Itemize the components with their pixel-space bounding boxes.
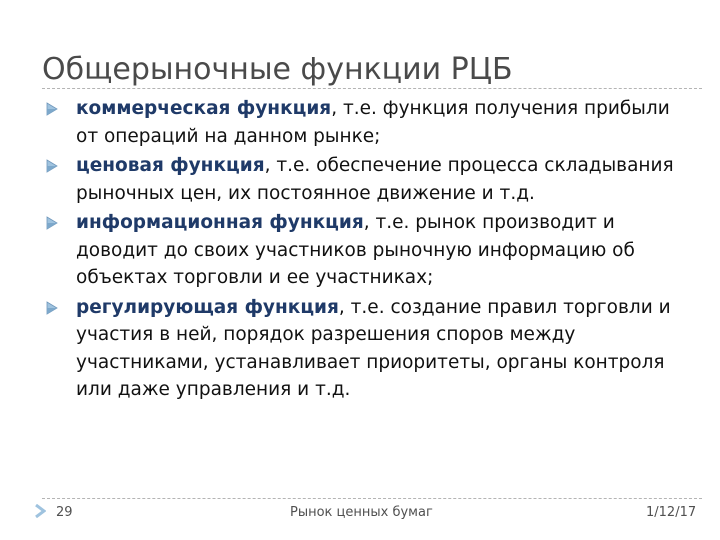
slide-title: Общерыночные функции РЦБ <box>42 52 513 87</box>
page-number: 29 <box>56 505 73 520</box>
bullet-text: , т.е. рынок производит и доводит до своих участников рыночную информацию об объектах торговли и ее участниках; <box>76 212 635 288</box>
footer-divider <box>42 498 702 499</box>
bullet-term: регулирующая функция <box>76 296 339 318</box>
triangle-arrow-bullet-icon <box>46 301 58 315</box>
bullet-item-information <box>46 209 686 292</box>
bullet-item-regulatory <box>46 294 686 404</box>
bullet-list <box>46 95 686 406</box>
bullet-term: коммерческая функция <box>76 98 332 119</box>
triangle-arrow-bullet-icon <box>46 216 58 230</box>
bullet-item-commercial <box>46 95 686 150</box>
title-divider <box>42 88 702 89</box>
bullet-text: , т.е. обеспечение процесса складывания рыночных цен, их постоянное движение и т.д. <box>76 155 674 204</box>
bullet-text: , т.е. функция получения прибыли от операций на данном рынке; <box>76 98 670 147</box>
triangle-arrow-bullet-icon <box>46 102 58 116</box>
chevron-right-icon <box>34 504 46 518</box>
bullet-term: ценовая функция <box>76 155 265 176</box>
bullet-text: , т.е. создание правил торговли и участия в ней, порядок разрешения споров между участниками, устанавливает приоритеты, органы контроля или даже управления и т.д. <box>76 296 671 400</box>
bullet-item-pricing <box>46 152 686 207</box>
bullet-term: информационная функция <box>76 212 364 233</box>
triangle-arrow-bullet-icon <box>46 159 58 173</box>
footer-title: Рынок ценных бумаг <box>290 505 433 520</box>
footer-date: 1/12/17 <box>646 505 697 520</box>
